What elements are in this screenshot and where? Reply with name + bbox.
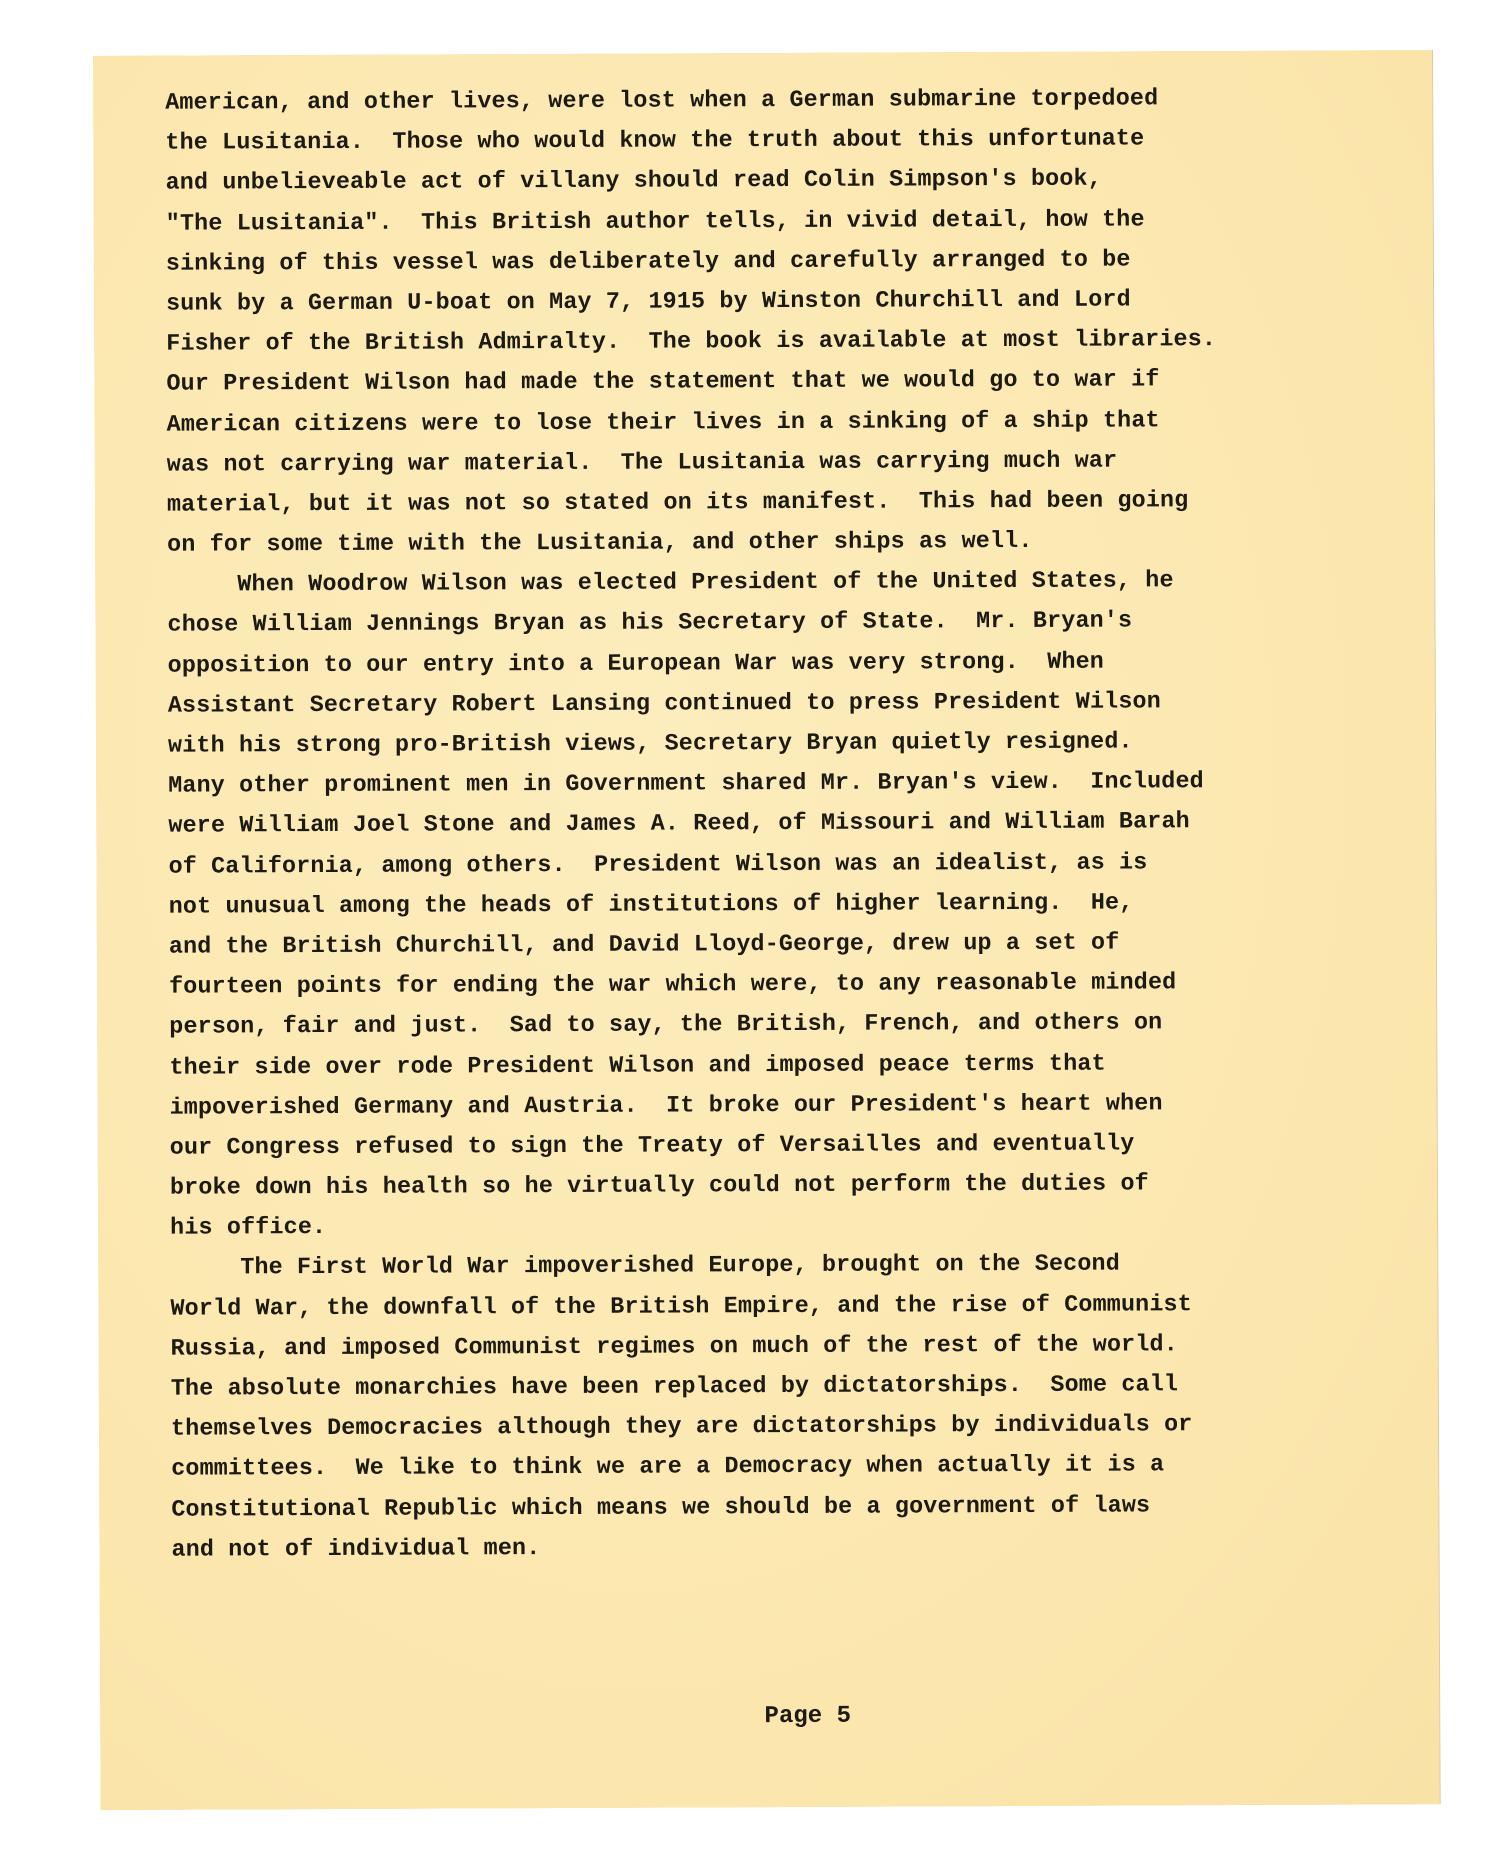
text-line: Our President Wilson had made the statement that we would go to war if [166,367,1160,398]
text-line: Russia, and imposed Communist regimes on much of the rest of the world. [170,1332,1178,1363]
text-line: sinking of this vessel was deliberately and carefully arranged to be [165,247,1131,278]
typed-page [93,50,1440,1810]
text-line: and the British Churchill, and David Lloyd-George, drew up a set of [168,930,1120,961]
text-line: committees. We like to think we are a Democracy when actually it is a [171,1452,1165,1484]
text-line: was not carrying war material. The Lusitania was carrying much war [166,448,1118,479]
text-line: and not of individual men. [171,1535,541,1564]
text-line: American, and other lives, were lost when a German submarine torpedoed [165,86,1159,117]
text-line: Assistant Secretary Robert Lansing continued to press President Wilson [167,689,1161,720]
text-line: the Lusitania. Those who would know the truth about this unfortunate [165,126,1145,157]
text-line: and unbelieveable act of villany should read Colin Simpson's book, [165,166,1102,198]
text-line: The First World War impoverished Europe, brought on the Second [240,1251,1120,1282]
text-line: fourteen points for ending the war which were, to any reasonable minded [169,970,1177,1001]
text-line: Constitutional Republic which means we should be a government of laws [171,1492,1151,1524]
text-line: chose William Jennings Bryan as his Secretary of State. Mr. Bryan's [167,608,1133,640]
text-line: not unusual among the heads of institutions of higher learning. He, [168,890,1134,921]
text-line: person, fair and just. Sad to say, the British, French, and others on [169,1010,1163,1041]
text-line: American citizens were to lose their lives in a sinking of a ship that [166,407,1160,439]
text-line: opposition to our entry into a European War was very strong. When [167,649,1105,680]
text-line: material, but it was not so stated on its manifest. This had been going [166,488,1189,519]
text-line: The absolute monarchies have been replaced by dictatorships. Some call [170,1372,1179,1403]
text-line: our Congress refused to sign the Treaty of Versailles and eventually [169,1131,1135,1162]
text-line: sunk by a German U-boat on May 7, 1915 by Winston Churchill and Lord [166,287,1131,318]
page-number: Page 5 [764,1702,852,1731]
text-line: Many other prominent men in Government shared Mr. Bryan's view. Included [168,769,1204,800]
text-line: Fisher of the British Admiralty. The book is available at most libraries. [166,327,1217,358]
text-line: of California, among others. President Wilson was an idealist, as is [168,849,1148,881]
text-line: When Woodrow Wilson was elected President of the United States, he [237,568,1174,599]
text-line: were William Joel Stone and James A. Reed, of Missouri and William Barah [168,809,1190,841]
text-line: on for some time with the Lusitania, and other ships as well. [167,528,1033,559]
text-line: World War, the downfall of the British Empire, and the rise of Communist [170,1291,1192,1323]
text-line: with his strong pro-British views, Secretary Bryan quietly resigned. [167,729,1133,760]
text-line: their side over rode President Wilson and imposed peace terms that [169,1051,1106,1082]
text-line: his office. [170,1215,327,1242]
text-line: impoverished Germany and Austria. It broke our President's heart when [169,1091,1163,1122]
text-line: broke down his health so he virtually could not perform the duties of [169,1171,1149,1202]
document-body [165,78,1411,1570]
text-line: "The Lusitania". This British author tells, in vivid detail, how the [165,206,1145,238]
text-line: themselves Democracies although they are dictatorships by individuals or [170,1412,1193,1443]
